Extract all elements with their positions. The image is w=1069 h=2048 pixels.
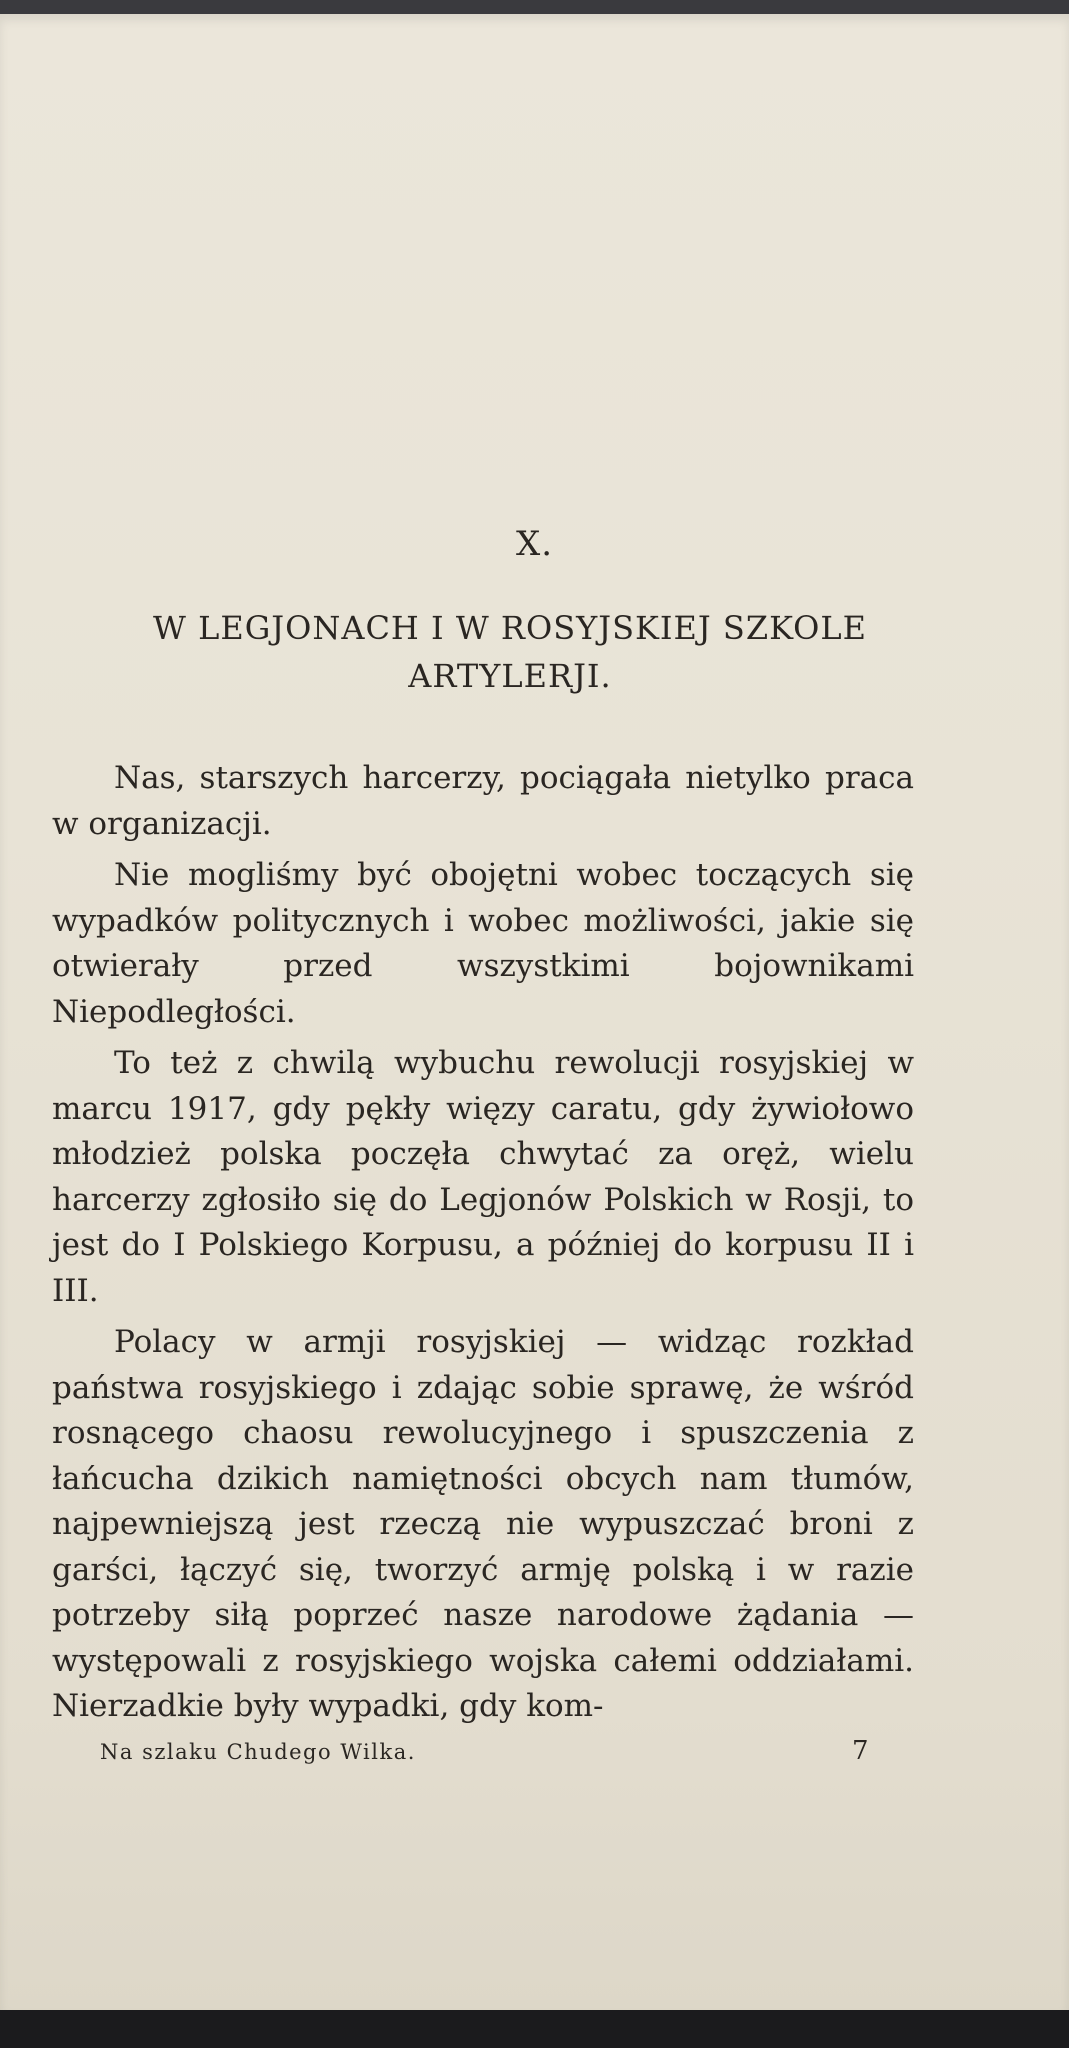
body-text: [52, 756, 914, 1736]
footer-signature: Na szlaku Chudego Wilka.: [100, 1740, 416, 1764]
background-edge: [0, 0, 1069, 14]
chapter-number: X.: [515, 524, 553, 564]
paragraph: To też z chwilą wybuchu rewolucji rosyjskiej w marcu 1917, gdy pękły więzy caratu, gdy żywiołowo młodzież polska poczęła chwytać za oręż, wielu harcerzy zgłosiło się do Legjonów Polskich w Rosji, to jest do I Polskiego Korpusu, a później do korpusu II i III.: [52, 1045, 914, 1309]
chapter-title: W LEGJONACH I W ROSYJSKIEJ SZKOLE ARTYLERJI.: [153, 609, 867, 695]
paragraph: Nie mogliśmy być obojętni wobec toczących się wypadków politycznych i wobec możliwości, jakie się otwierały przed wszystkimi bojownikami Niepodległości.: [52, 857, 914, 1030]
page-number: 7: [852, 1736, 869, 1766]
paragraph: Nas, starszych harcerzy, pociągała nietylko praca w organizacji.: [52, 760, 914, 842]
book-page: [0, 14, 1069, 2010]
paragraph: Polacy w armji rosyjskiej — widząc rozkład państwa rosyjskiego i zdając sobie sprawę, że wśród rosnącego chaosu rewolucyjnego i spuszczenia z łańcucha dzikich namiętności obcych nam tłumów, najpewniejszą jest rzeczą nie wypuszczać broni z garści, łączyć się, tworzyć armję polską i w razie potrzeby siłą poprzeć nasze narodowe żądania — występowali z rosyjskiego wojska całemi oddziałami. Nierzadkie były wypadki, gdy kom-: [52, 1324, 914, 1724]
